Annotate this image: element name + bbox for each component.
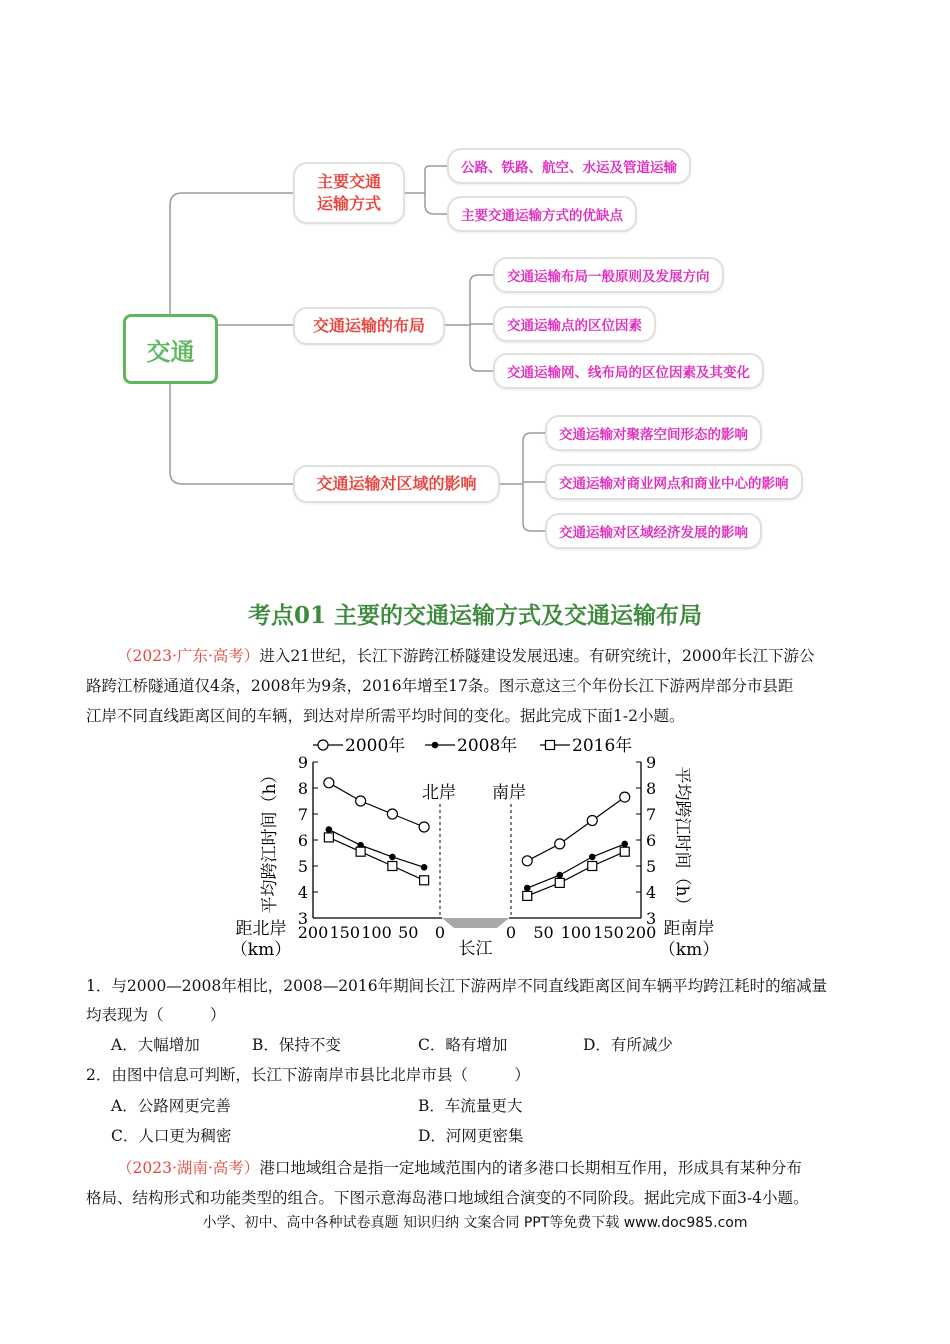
north-data-point — [326, 827, 332, 833]
south-series-line — [527, 852, 625, 896]
north-data-point — [356, 796, 366, 806]
right-x-tick-label: 100 — [560, 923, 592, 942]
page-footer: 小学、初中、高中各种试卷真题 知识归纳 文案合同 PPT等免费下载 www.doc985.com — [202, 1215, 748, 1231]
left-x-axis-label: 距北岸 — [235, 919, 287, 939]
right-y-tick-label: 4 — [646, 883, 657, 902]
right-x-tick-label: 50 — [533, 923, 554, 942]
right-x-tick-label: 150 — [593, 923, 624, 942]
q2-option-a: A．公路网更完善 — [111, 1097, 231, 1115]
left-x-axis-unit: （km） — [230, 940, 292, 960]
mindmap-leaf: 交通运输网、线布局的区位因素及其变化 — [493, 353, 764, 389]
river-shape — [442, 918, 509, 928]
right-x-tick-label: 200 — [625, 923, 657, 942]
north-series-line — [329, 837, 424, 880]
south-data-point — [622, 841, 628, 847]
mindmap-leaf: 交通运输布局一般原则及发展方向 — [493, 257, 724, 293]
question-2: 2．由图中信息可判断，长江下游南岸市县比北岸市县（ ） — [86, 1066, 530, 1084]
mindmap-branch-transport-modes: 主要交通 运输方式 — [293, 162, 405, 224]
north-data-point — [421, 865, 427, 871]
passage-2: （2023·湖南·高考）港口地域组合是指一定地域范围内的诸多港口长期相互作用，形成具有某种分布 格局、结构形式和功能类型的组合。下图示意海岛港口地域组合演变的不同阶段。据此完成下面3-4小题。 — [86, 1159, 809, 1207]
right-y-tick-label: 3 — [646, 909, 657, 928]
legend-label: 2016年 — [572, 736, 633, 756]
south-data-point — [522, 856, 532, 866]
left-y-tick-label: 4 — [297, 883, 308, 902]
mindmap-branch-regional-impact: 交通运输对区域的影响 — [293, 465, 500, 503]
left-x-tick-label: 100 — [361, 923, 392, 942]
mindmap-leaf: 主要交通运输方式的优缺点 — [447, 196, 637, 232]
north-data-point — [420, 876, 429, 885]
mindmap-leaf: 交通运输对区域经济发展的影响 — [545, 513, 762, 549]
left-x-tick-label: 200 — [297, 923, 329, 942]
q1-option-b: B．保持不变 — [252, 1036, 341, 1054]
north-data-point — [356, 847, 365, 856]
right-y-tick-label: 5 — [646, 857, 657, 876]
right-y-tick-label: 6 — [646, 831, 657, 850]
left-x-tick-label: 0 — [434, 923, 446, 942]
mindmap-branch-layout: 交通运输的布局 — [293, 307, 445, 345]
q2-option-c: C．人口更为稠密 — [111, 1127, 232, 1145]
south-data-point — [555, 878, 564, 887]
south-data-point — [524, 885, 530, 891]
left-y-tick-label: 9 — [297, 753, 308, 772]
left-y-tick-label: 5 — [297, 857, 308, 876]
q2-option-d: D．河网更密集 — [418, 1127, 524, 1145]
mindmap-center-node: 交通 — [123, 314, 218, 384]
south-data-point — [555, 839, 565, 849]
left-y-tick-label: 8 — [297, 779, 308, 798]
south-data-point — [620, 847, 629, 856]
north-bank-label: 北岸 — [422, 783, 456, 803]
north-series-line — [329, 830, 424, 868]
south-data-point — [620, 792, 630, 802]
q1-option-a: A．大幅增加 — [111, 1036, 200, 1054]
south-data-point — [588, 862, 597, 871]
left-x-tick-label: 50 — [398, 923, 419, 942]
q1-option-c: C．略有增加 — [418, 1036, 508, 1054]
passage-1: （2023·广东·高考）进入21世纪，长江下游跨江桥隧建设发展迅速。有研究统计，2000年长江下游公 路跨江桥隧通道仅4条，2008年为9条，2016年增至17条。图示意这三个年份长江下游两岸部分市县距 江岸不同直线距离区间的车辆，到达对岸所需平均时间的变化。据此完成下面1-2小题。 — [86, 647, 815, 725]
legend-marker — [318, 740, 328, 750]
q1-option-d: D．有所减少 — [583, 1036, 673, 1054]
south-data-point — [523, 891, 532, 900]
right-y-tick-label: 9 — [646, 753, 657, 772]
left-y-tick-label: 3 — [297, 909, 308, 928]
south-series-line — [527, 844, 625, 888]
south-data-point — [589, 854, 595, 860]
north-data-point — [324, 778, 334, 788]
legend-marker — [546, 741, 555, 750]
mindmap-leaf: 交通运输对商业网点和商业中心的影响 — [545, 464, 803, 500]
right-x-axis-label: 距南岸 — [663, 919, 715, 939]
right-y-axis-label: 平均跨江时间（h） — [672, 766, 692, 914]
mindmap-leaf: 公路、铁路、航空、水运及管道运输 — [447, 148, 691, 184]
right-y-tick-label: 8 — [646, 779, 657, 798]
north-data-point — [390, 854, 396, 860]
mindmap-leaf: 交通运输点的区位因素 — [493, 306, 656, 342]
legend-label: 2008年 — [457, 736, 518, 756]
q2-option-b: B．车流量更大 — [418, 1097, 523, 1115]
passage-source: （2023·广东·高考） — [117, 647, 260, 665]
right-x-tick-label: 0 — [505, 923, 517, 942]
section-title: 考点01 主要的交通运输方式及交通运输布局 — [247, 602, 702, 629]
right-x-axis-unit: （km） — [658, 940, 720, 960]
passage-source: （2023·湖南·高考） — [117, 1159, 260, 1177]
north-series-line — [329, 783, 424, 827]
question-1: 1．与2000—2008年相比，2008—2016年期间长江下游两岸不同直线距离区间车辆平均跨江耗时的缩减量 均表现为（ ） — [86, 977, 828, 1024]
south-data-point — [587, 816, 597, 826]
left-y-axis-label: 平均跨江时间（h） — [260, 766, 280, 914]
legend-label: 2000年 — [345, 736, 406, 756]
north-data-point — [387, 809, 397, 819]
left-y-tick-label: 6 — [297, 831, 308, 850]
south-series-line — [527, 797, 625, 861]
legend-marker — [432, 742, 438, 748]
right-y-tick-label: 7 — [646, 805, 657, 824]
south-bank-label: 南岸 — [492, 783, 526, 803]
river-label: 长江 — [458, 939, 493, 959]
north-data-point — [419, 822, 429, 832]
mindmap-leaf: 交通运输对聚落空间形态的影响 — [545, 415, 762, 451]
north-data-point — [324, 833, 333, 842]
north-data-point — [388, 862, 397, 871]
left-x-tick-label: 150 — [329, 923, 361, 942]
cross-river-time-chart — [225, 730, 725, 970]
south-data-point — [557, 872, 563, 878]
left-y-tick-label: 7 — [297, 805, 308, 824]
